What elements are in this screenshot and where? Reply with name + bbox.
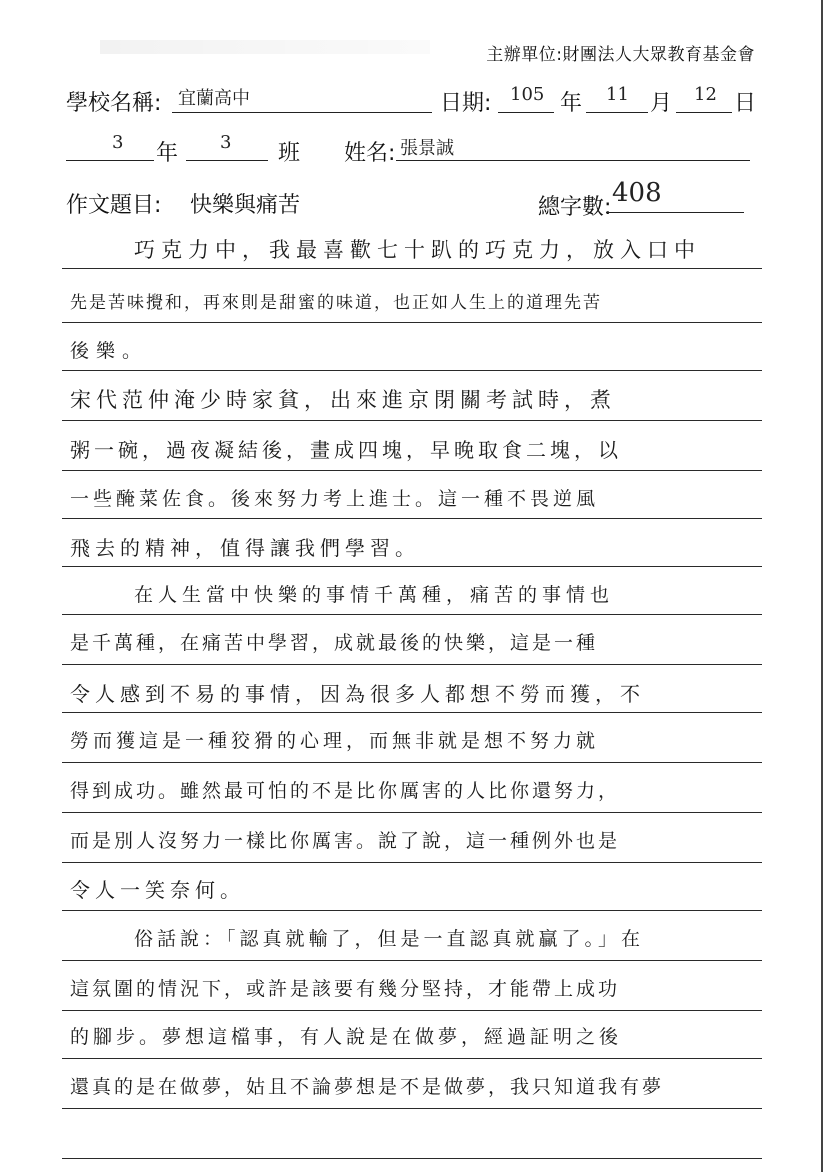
name-label: 姓名:	[344, 141, 396, 166]
topic-label: 作文題目:	[66, 193, 162, 218]
essay-line: 的腳步。夢想這檔事，有人說是在做夢，經過証明之後	[70, 1026, 623, 1048]
word-count-underline	[606, 212, 744, 213]
word-count-label: 總字數:	[538, 195, 612, 220]
day-underline	[676, 112, 732, 113]
essay-line: 俗話說：「認真就輸了，但是一直認真就贏了。」在	[134, 928, 645, 950]
essay-line: 一些醃菜佐食。後來努力考上進士。這一種不畏逆風	[70, 488, 600, 510]
essay-line: 飛去的精神，值得讓我們學習。	[70, 536, 420, 560]
year-underline	[498, 112, 554, 113]
ruled-line	[62, 370, 762, 371]
ruled-line	[62, 664, 762, 665]
school-label: 學校名稱:	[66, 91, 162, 116]
essay-line: 巧克力中，我最喜歡七十趴的巧克力，放入口中	[134, 238, 701, 262]
date-day-value: 12	[694, 84, 717, 105]
ruled-line	[62, 1108, 762, 1109]
class-value: 3	[220, 132, 232, 153]
essay-line: 而是別人沒努力一樣比你厲害。說了說，這一種例外也是	[70, 830, 621, 852]
school-value: 宜蘭高中	[178, 88, 250, 109]
name-underline	[396, 160, 750, 161]
day-label: 日	[734, 91, 757, 116]
name-value: 張景誠	[400, 138, 454, 159]
word-count-value: 408	[612, 178, 662, 208]
ruled-line	[62, 762, 762, 763]
month-underline	[586, 112, 648, 113]
grade-value: 3	[112, 132, 124, 153]
ruled-line	[62, 910, 762, 911]
ruled-line	[62, 1158, 762, 1159]
ruled-line	[62, 322, 762, 323]
date-label: 日期:	[440, 91, 492, 116]
ruled-line	[62, 470, 762, 471]
class-underline	[186, 160, 268, 161]
essay-line: 這氛圍的情況下，或許是該要有幾分堅持，才能帶上成功	[70, 978, 621, 1000]
class-label: 班	[278, 141, 301, 166]
ruled-line	[62, 862, 762, 863]
ruled-line	[62, 518, 762, 519]
organizer-label: 主辦單位:財團法人大眾教育基金會	[486, 45, 755, 65]
ruled-line	[62, 420, 762, 421]
essay-line: 得到成功。雖然最可怕的不是比你厲害的人比你還努力，	[70, 780, 621, 802]
essay-line: 粥一碗，過夜凝結後，畫成四塊，早晚取食二塊，以	[70, 438, 622, 462]
ruled-line	[62, 712, 762, 713]
topic-value: 快樂與痛苦	[190, 193, 301, 218]
ruled-line	[62, 1010, 762, 1011]
ruled-line	[62, 1058, 762, 1059]
ruled-line	[62, 566, 762, 567]
ruled-line	[62, 268, 762, 269]
essay-line: 令人感到不易的事情，因為很多人都想不勞而獲，不	[70, 682, 645, 706]
ruled-line	[62, 812, 762, 813]
school-underline	[172, 112, 432, 113]
year-label: 年	[560, 91, 583, 116]
essay-line: 後樂。	[70, 340, 149, 362]
essay-line: 先是苦味攪和，再來則是甜蜜的味道，也正如人生上的道理先苦	[70, 293, 602, 313]
faint-smudge	[100, 40, 430, 54]
month-label: 月	[650, 91, 673, 116]
essay-line: 是千萬種，在痛苦中學習，成就最後的快樂，這是一種	[70, 632, 599, 654]
date-month-value: 11	[606, 84, 629, 105]
essay-line: 在人生當中快樂的事情千萬種，痛苦的事情也	[134, 584, 615, 606]
ruled-line	[62, 960, 762, 961]
essay-line: 宋代范仲淹少時家貧，出來進京閉關考試時，煮	[70, 388, 616, 412]
grade-label: 年	[156, 141, 179, 166]
ruled-line	[62, 614, 762, 615]
date-year-value: 105	[510, 84, 545, 105]
essay-line: 還真的是在做夢，姑且不論夢想是不是做夢，我只知道我有夢	[70, 1076, 665, 1098]
grade-underline	[66, 160, 154, 161]
essay-line: 令人一笑奈何。	[70, 878, 245, 902]
essay-line: 勞而獲這是一種狡猾的心理，而無非就是想不努力就	[70, 730, 600, 752]
